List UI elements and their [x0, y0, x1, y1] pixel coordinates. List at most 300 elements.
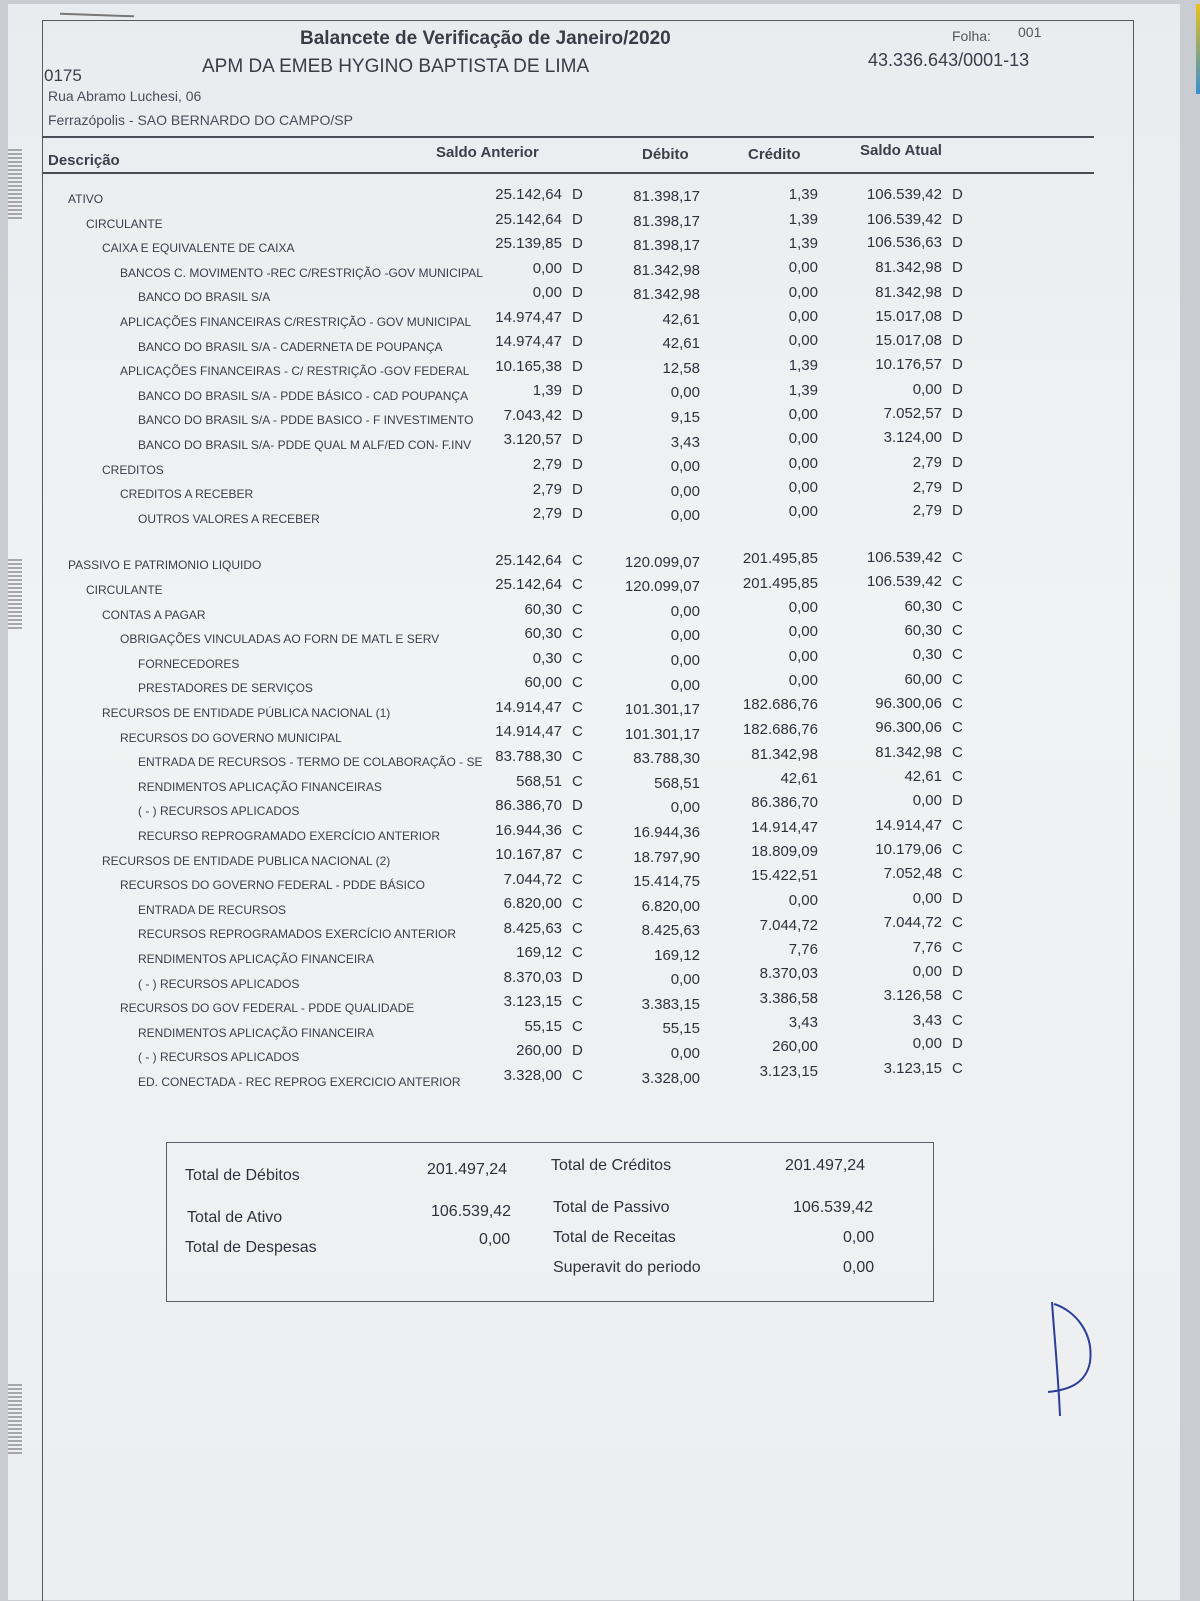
ledger-row	[0, 331, 1200, 356]
previous-balance-side: C	[572, 772, 583, 790]
previous-balance: 7.043,42	[503, 406, 562, 424]
credit-amount: 15.422,51	[751, 867, 818, 885]
debit-amount: 101.301,17	[624, 701, 700, 719]
credit-amount: 1,39	[788, 357, 818, 374]
current-balance: 3.124,00	[883, 429, 942, 447]
debit-amount: 0,00	[670, 971, 700, 989]
current-balance-side: D	[952, 962, 963, 980]
ledger-row	[0, 235, 1200, 257]
previous-balance: 2,79	[532, 505, 562, 522]
current-balance-side: D	[952, 210, 963, 228]
account-description: BANCO DO BRASIL S/A - PDDE BÁSICO - CAD POUPANÇA	[138, 388, 469, 403]
previous-balance-side: D	[572, 406, 583, 424]
current-balance: 106.539,42	[866, 548, 942, 566]
ledger-row	[0, 309, 1200, 331]
current-balance: 15.017,08	[875, 308, 942, 326]
columns-divider	[42, 172, 1094, 174]
account-description: BANCOS C. MOVIMENTO -REC C/RESTRIÇÃO -GOV MUNICIPAL	[120, 265, 483, 280]
ledger-row	[0, 186, 1200, 208]
current-balance: 7.044,72	[883, 914, 942, 932]
current-balance-side: D	[952, 478, 963, 496]
total-expenses-label: Total de Despesas	[185, 1239, 317, 1256]
account-description: RECURSOS REPROGRAMADOS EXERCÍCIO ANTERIOR	[138, 927, 457, 942]
current-balance: 0,00	[912, 962, 942, 980]
current-balance-side: C	[952, 670, 963, 688]
adjacent-page-edge	[1196, 4, 1200, 94]
account-description: ENTRADA DE RECURSOS	[138, 902, 287, 917]
previous-balance: 3.123,15	[503, 993, 562, 1011]
current-balance-side: C	[952, 816, 963, 834]
current-balance: 2,79	[912, 502, 942, 520]
current-balance: 106.539,42	[866, 186, 942, 203]
current-balance: 7.052,48	[883, 865, 942, 882]
current-balance: 0,00	[912, 1035, 942, 1053]
credit-amount: 0,00	[788, 623, 818, 641]
ledger-row	[0, 962, 1200, 993]
ledger-row	[0, 1035, 1200, 1066]
ledger-row	[0, 889, 1200, 919]
previous-balance-side: C	[572, 919, 583, 937]
current-balance: 0,00	[912, 889, 942, 907]
ledger-row	[0, 646, 1200, 673]
debit-amount: 8.425,63	[641, 922, 700, 940]
account-description: PRESTADORES DE SERVIÇOS	[138, 681, 313, 696]
current-balance-side: C	[952, 548, 963, 566]
current-balance: 60,00	[904, 670, 942, 688]
account-description: BANCO DO BRASIL S/A - PDDE BASICO - F INVESTIMENTO	[138, 413, 474, 428]
account-description: ( - ) RECURSOS APLICADOS	[138, 976, 300, 991]
credit-amount: 182.686,76	[742, 696, 818, 714]
ledger-row	[0, 1011, 1200, 1042]
previous-balance-side: D	[572, 186, 583, 203]
debit-amount: 0,00	[670, 458, 700, 476]
current-balance: 3.123,15	[883, 1060, 942, 1077]
previous-balance: 8.425,63	[503, 919, 562, 937]
current-balance-side: C	[952, 1060, 963, 1077]
ledger-row	[0, 284, 1200, 306]
column-header-credit: Crédito	[748, 146, 801, 163]
current-balance-side: C	[952, 865, 963, 882]
previous-balance: 60,30	[524, 625, 562, 643]
previous-balance-side: C	[572, 698, 583, 716]
previous-balance: 6.820,00	[503, 895, 562, 913]
previous-balance: 2,79	[532, 456, 562, 473]
previous-balance-side: D	[572, 431, 583, 449]
credit-amount: 81.342,98	[751, 745, 818, 763]
account-description: CREDITOS	[102, 462, 164, 477]
column-header-debit: Débito	[642, 146, 689, 163]
debit-amount: 55,15	[662, 1020, 700, 1038]
address-line-2: Ferrazópolis - SAO BERNARDO DO CAMPO/SP	[48, 112, 353, 128]
current-balance: 10.179,06	[875, 841, 942, 859]
current-balance: 0,00	[912, 381, 942, 398]
account-description: APLICAÇÕES FINANCEIRAS - C/ RESTRIÇÃO -GOV FEDERAL	[120, 364, 470, 379]
current-balance: 106.536,63	[866, 234, 942, 252]
total-expenses-value: 0,00	[479, 1231, 511, 1248]
total-credits-value: 201.497,24	[785, 1157, 866, 1174]
totals-box	[166, 1142, 934, 1302]
previous-balance: 60,30	[524, 600, 562, 618]
debit-amount: 9,15	[670, 408, 700, 426]
ledger-row	[0, 358, 1200, 380]
account-description: RECURSO REPROGRAMADO EXERCÍCIO ANTERIOR	[138, 829, 441, 843]
ledger-row	[0, 768, 1200, 796]
previous-balance: 1,39	[532, 382, 562, 400]
credit-amount: 1,39	[788, 234, 818, 252]
account-description: RECURSOS DE ENTIDADE PUBLICA NACIONAL (2)	[102, 853, 391, 868]
ledger-row	[0, 502, 1200, 528]
ledger-row	[0, 453, 1200, 479]
current-balance-side: D	[952, 258, 963, 276]
previous-balance: 16.944,36	[495, 821, 562, 839]
ledger-row	[0, 938, 1200, 968]
current-balance-side: C	[952, 646, 963, 664]
column-header-previous-balance: Saldo Anterior	[436, 144, 539, 161]
previous-balance-side: C	[572, 600, 583, 618]
credit-amount: 0,00	[788, 672, 818, 690]
debit-amount: 120.099,07	[624, 578, 700, 596]
account-description: BANCO DO BRASIL S/A - CADERNETA DE POUPANÇA	[138, 339, 443, 354]
current-balance-side: D	[952, 404, 963, 422]
previous-balance-side: D	[572, 259, 583, 277]
debit-amount: 120.099,07	[624, 553, 700, 571]
debit-amount: 18.797,90	[633, 848, 700, 866]
credit-amount: 0,00	[788, 892, 818, 909]
current-balance-side: D	[952, 381, 963, 398]
previous-balance-side: C	[572, 993, 583, 1011]
current-balance: 106.539,42	[866, 573, 942, 591]
previous-balance: 25.139,85	[495, 235, 562, 252]
current-balance-side: C	[952, 841, 963, 859]
previous-balance-side: D	[572, 968, 583, 986]
current-balance-side: D	[952, 1035, 963, 1053]
account-description: ENTRADA DE RECURSOS - TERMO DE COLABORAÇÃO - SE	[138, 755, 483, 770]
previous-balance: 55,15	[524, 1018, 562, 1035]
previous-balance-side: C	[572, 625, 583, 643]
account-description: BANCO DO BRASIL S/A- PDDE QUAL M ALF/ED CON- F.INV	[138, 438, 472, 452]
credit-amount: 0,00	[788, 332, 818, 350]
account-description: RECURSOS DO GOV FEDERAL - PDDE QUALIDADE	[120, 1001, 415, 1016]
previous-balance: 25.142,64	[495, 186, 562, 203]
account-description: ( - ) RECURSOS APLICADOS	[138, 1050, 300, 1065]
credit-amount: 0,00	[788, 405, 818, 423]
current-balance-side: D	[952, 331, 963, 349]
current-balance: 60,30	[904, 598, 942, 615]
credit-amount: 3,43	[788, 1014, 818, 1032]
debit-amount: 568,51	[654, 774, 700, 792]
previous-balance-side: D	[572, 284, 583, 302]
previous-balance: 0,00	[532, 259, 562, 277]
credit-amount: 7,76	[788, 941, 818, 959]
debit-amount: 0,00	[670, 384, 700, 402]
ledger-row	[0, 743, 1200, 771]
debit-amount: 6.820,00	[641, 897, 700, 915]
current-balance-side: C	[952, 768, 963, 786]
credit-amount: 0,00	[788, 283, 818, 301]
previous-balance: 14.974,47	[495, 333, 562, 351]
account-description: ED. CONECTADA - REC REPROG EXERCICIO ANTERIOR	[138, 1075, 461, 1089]
debit-amount: 0,00	[670, 1044, 700, 1062]
total-assets-value: 106.539,42	[431, 1203, 512, 1220]
previous-balance: 14.914,47	[495, 698, 562, 716]
credit-amount: 42,61	[780, 770, 818, 788]
previous-balance-side: C	[572, 1018, 583, 1035]
previous-balance-side: D	[572, 210, 583, 228]
current-balance: 42,61	[904, 768, 942, 786]
ledger-row	[0, 694, 1200, 722]
previous-balance-side: D	[572, 797, 583, 814]
account-description: OUTROS VALORES A RECEBER	[138, 511, 320, 526]
ledger-row	[0, 548, 1200, 574]
account-description: OBRIGAÇÕES VINCULADAS AO FORN DE MATL E SERV	[120, 632, 440, 647]
current-balance: 2,79	[912, 478, 942, 496]
total-debits-label: Total de Débitos	[185, 1167, 300, 1184]
scan-binding-mark	[8, 149, 22, 219]
current-balance: 0,00	[912, 792, 942, 810]
current-balance-side: C	[952, 719, 963, 737]
credit-amount: 1,39	[788, 210, 818, 228]
sheet-label: Folha:	[952, 28, 991, 44]
period-surplus-value: 0,00	[843, 1259, 875, 1276]
total-assets-label: Total de Ativo	[187, 1209, 283, 1226]
credit-amount: 3.123,15	[759, 1063, 818, 1080]
current-balance-side: D	[952, 453, 963, 471]
previous-balance-side: C	[572, 1067, 583, 1084]
ledger-row	[0, 598, 1200, 624]
debit-amount: 0,00	[670, 676, 700, 694]
total-revenues-value: 0,00	[843, 1229, 875, 1246]
previous-balance-side: D	[572, 333, 583, 351]
previous-balance: 260,00	[516, 1042, 562, 1060]
account-description: BANCO DO BRASIL S/A	[138, 290, 271, 305]
account-description: RENDIMENTOS APLICAÇÃO FINANCEIRA	[138, 1025, 374, 1040]
debit-amount: 0,00	[670, 602, 700, 620]
report-title: Balancete de Verificação de Janeiro/2020	[300, 28, 671, 49]
previous-balance-side: D	[572, 357, 583, 375]
debit-amount: 3.383,15	[641, 995, 700, 1013]
previous-balance-side: D	[572, 1042, 583, 1060]
debit-amount: 3.328,00	[641, 1069, 700, 1087]
current-balance-side: C	[952, 573, 963, 591]
ledger-row	[0, 719, 1200, 747]
ledger-row	[0, 383, 1200, 405]
previous-balance-side: C	[572, 674, 583, 692]
ledger-row	[0, 478, 1200, 503]
debit-amount: 0,00	[670, 482, 700, 500]
debit-amount: 0,00	[670, 507, 700, 525]
previous-balance: 568,51	[516, 772, 562, 790]
current-balance-side: C	[952, 598, 963, 615]
current-balance: 81.342,98	[875, 743, 942, 761]
current-balance: 96.300,06	[875, 694, 942, 712]
current-balance: 81.342,98	[875, 258, 942, 276]
previous-balance: 0,30	[532, 649, 562, 667]
sheet-number: 001	[1018, 24, 1042, 40]
current-balance-side: D	[952, 308, 963, 326]
debit-amount: 0,00	[670, 627, 700, 645]
previous-balance-side: C	[572, 895, 583, 913]
current-balance: 7.052,57	[883, 404, 942, 422]
debit-amount: 81.398,17	[633, 188, 700, 205]
debit-amount: 101.301,17	[624, 725, 700, 743]
current-balance: 106.539,42	[866, 210, 942, 228]
previous-balance: 3.120,57	[503, 431, 562, 449]
debit-amount: 81.398,17	[633, 237, 700, 255]
credit-amount: 201.495,85	[742, 574, 818, 592]
ledger-row	[0, 429, 1200, 454]
debit-amount: 81.342,98	[633, 286, 700, 304]
debit-amount: 16.944,36	[633, 823, 700, 841]
previous-balance: 83.788,30	[495, 748, 562, 765]
staple-mark	[60, 13, 134, 18]
current-balance-side: C	[952, 621, 963, 639]
ledger-row	[0, 816, 1200, 845]
previous-balance-side: C	[572, 870, 583, 888]
current-balance-side: D	[952, 234, 963, 252]
current-balance-side: D	[952, 889, 963, 907]
current-balance-side: D	[952, 792, 963, 810]
previous-balance-side: D	[572, 235, 583, 252]
account-description: CIRCULANTE	[86, 216, 163, 231]
previous-balance-side: C	[572, 649, 583, 667]
total-credits-label: Total de Créditos	[551, 1157, 672, 1174]
current-balance: 7,76	[912, 938, 942, 956]
credit-amount: 0,00	[788, 259, 818, 277]
ledger-row	[0, 792, 1200, 820]
ledger-row	[0, 621, 1200, 648]
previous-balance-side: C	[572, 551, 583, 569]
current-balance-side: D	[952, 283, 963, 301]
current-balance: 10.176,57	[875, 356, 942, 374]
header-divider	[42, 136, 1094, 138]
debit-amount: 0,00	[670, 652, 700, 670]
previous-balance: 7.044,72	[503, 870, 562, 888]
previous-balance-side: C	[572, 944, 583, 962]
ledger-row	[0, 865, 1200, 894]
debit-amount: 169,12	[654, 946, 700, 964]
entity-code: 0175	[44, 66, 82, 85]
debit-amount: 81.342,98	[633, 261, 700, 279]
debit-amount: 42,61	[662, 310, 700, 328]
credit-amount: 3.386,58	[759, 989, 818, 1007]
credit-amount: 201.495,85	[742, 550, 818, 567]
debit-amount: 42,61	[662, 335, 700, 353]
credit-amount: 86.386,70	[751, 794, 818, 812]
previous-balance-side: C	[572, 748, 583, 765]
previous-balance: 86.386,70	[495, 797, 562, 814]
previous-balance-side: D	[572, 480, 583, 498]
ledger-row	[0, 841, 1200, 870]
account-description: CIRCULANTE	[86, 583, 163, 597]
ledger-row	[0, 670, 1200, 697]
previous-balance-side: D	[572, 382, 583, 400]
current-balance-side: C	[952, 743, 963, 761]
account-description: RECURSOS DE ENTIDADE PÚBLICA NACIONAL (1)	[102, 706, 391, 720]
ledger-row	[0, 1060, 1200, 1091]
current-balance-side: C	[952, 1011, 963, 1029]
account-description: CREDITOS A RECEBER	[120, 487, 254, 502]
account-description: CAIXA E EQUIVALENTE DE CAIXA	[102, 241, 295, 256]
current-balance-side: C	[952, 694, 963, 712]
credit-amount: 0,00	[788, 454, 818, 472]
account-description: FORNECEDORES	[138, 656, 240, 671]
current-balance-side: D	[952, 429, 963, 447]
current-balance: 15.017,08	[875, 331, 942, 349]
credit-amount: 0,00	[788, 479, 818, 497]
account-description: PASSIVO E PATRIMONIO LIQUIDO	[68, 558, 262, 573]
previous-balance: 8.370,03	[503, 968, 562, 986]
credit-amount: 7.044,72	[759, 916, 818, 934]
previous-balance-side: D	[572, 456, 583, 473]
ledger-row	[0, 404, 1200, 429]
credit-amount: 0,00	[788, 647, 818, 665]
current-balance: 2,79	[912, 453, 942, 471]
ledger-row	[0, 260, 1200, 282]
credit-amount: 0,00	[788, 308, 818, 326]
credit-amount: 260,00	[772, 1038, 818, 1056]
current-balance: 14.914,47	[875, 816, 942, 834]
previous-balance: 25.142,64	[495, 551, 562, 569]
credit-amount: 14.914,47	[751, 818, 818, 836]
handwritten-signature	[1034, 1292, 1104, 1422]
previous-balance-side: C	[572, 723, 583, 741]
previous-balance: 25.142,64	[495, 210, 562, 228]
previous-balance-side: C	[572, 576, 583, 594]
debit-amount: 3,43	[670, 433, 700, 451]
account-description: RENDIMENTOS APLICAÇÃO FINANCEIRA	[138, 952, 374, 966]
previous-balance: 25.142,64	[495, 576, 562, 594]
credit-amount: 0,00	[788, 503, 818, 521]
account-description: ( - ) RECURSOS APLICADOS	[138, 804, 300, 819]
column-header-description: Descrição	[48, 152, 120, 169]
address-line-1: Rua Abramo Luchesi, 06	[48, 88, 202, 104]
credit-amount: 182.686,76	[742, 721, 818, 738]
debit-amount: 0,00	[670, 799, 700, 817]
ledger-row	[0, 573, 1200, 599]
current-balance-side: C	[952, 914, 963, 932]
current-balance: 0,30	[912, 646, 942, 664]
total-revenues-label: Total de Receitas	[553, 1229, 676, 1246]
account-description: RECURSOS DO GOVERNO FEDERAL - PDDE BÁSICO	[120, 878, 425, 893]
previous-balance-side: D	[572, 308, 583, 326]
total-liabilities-value: 106.539,42	[793, 1199, 874, 1216]
previous-balance: 14.914,47	[495, 723, 562, 741]
previous-balance-side: D	[572, 505, 583, 522]
previous-balance: 10.165,38	[495, 357, 562, 375]
credit-amount: 18.809,09	[751, 843, 818, 861]
credit-amount: 8.370,03	[759, 965, 818, 983]
current-balance-side: D	[952, 502, 963, 520]
credit-amount: 1,39	[788, 186, 818, 203]
previous-balance-side: C	[572, 821, 583, 839]
previous-balance: 14.974,47	[495, 308, 562, 326]
debit-amount: 83.788,30	[633, 750, 700, 768]
current-balance-side: D	[952, 186, 963, 203]
debit-amount: 12,58	[662, 359, 700, 377]
previous-balance: 60,00	[524, 674, 562, 692]
current-balance: 3.126,58	[883, 987, 942, 1005]
previous-balance-side: C	[572, 846, 583, 864]
entity-name: APM DA EMEB HYGINO BAPTISTA DE LIMA	[202, 56, 590, 77]
current-balance: 96.300,06	[875, 719, 942, 737]
current-balance: 60,30	[904, 621, 942, 639]
current-balance: 81.342,98	[875, 283, 942, 301]
current-balance-side: C	[952, 987, 963, 1005]
previous-balance: 2,79	[532, 480, 562, 498]
account-description: RENDIMENTOS APLICAÇÃO FINANCEIRAS	[138, 779, 382, 794]
debit-amount: 15.414,75	[633, 872, 700, 890]
credit-amount: 0,00	[788, 430, 818, 448]
